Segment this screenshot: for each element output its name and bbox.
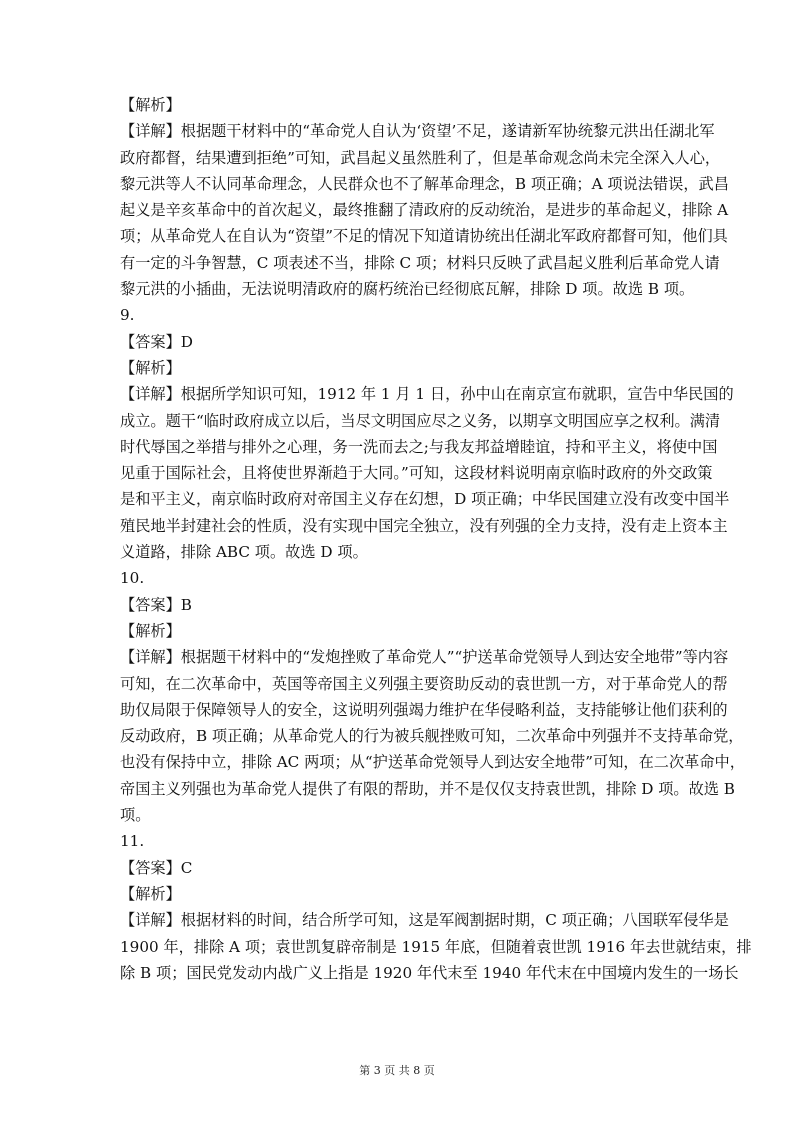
text-block — [120, 855, 680, 881]
text-line: 【详解】根据题干材料中的“发炮挫败了革命党人”“护送革命党领导人到达安全地带”等内容 — [120, 648, 729, 667]
text-block — [120, 381, 734, 565]
text-line: 【解析】 — [120, 358, 181, 377]
text-block — [120, 302, 680, 328]
text-block — [120, 92, 680, 118]
text-line: 除 B 项；国民党发动内战广义上指是 1920 年代末至 1940 年代末在中国境内发生的一场长 — [120, 963, 739, 982]
text-line: 11. — [120, 832, 145, 851]
text-line: 义道路，排除 ABC 项。故选 D 项。 — [120, 543, 368, 562]
text-line: 有一定的斗争智慧，C 项表述不当，排除 C 项；材料只反映了武昌起义胜利后革命党人请 — [120, 253, 720, 272]
text-block — [120, 907, 752, 986]
page-footer: 第 3 页 共 8 页 — [359, 1064, 435, 1077]
text-line: 10. — [120, 569, 145, 588]
text-block — [120, 618, 680, 644]
text-line: 【解析】 — [120, 621, 181, 640]
text-line: 是和平主义，南京临时政府对帝国主义存在幻想，D 项正确；中华民国建立没有改变中国半 — [120, 490, 730, 509]
text-line: 【答案】B — [120, 595, 192, 614]
text-line: 黎元洪等人不认同革命理念，人民群众也不了解革命理念，B 项正确；A 项说法错误，武昌 — [120, 174, 729, 193]
text-line: 9. — [120, 306, 135, 325]
text-line: 黎元洪的小插曲，无法说明清政府的腐朽统治已经彻底瓦解，排除 D 项。故选 B 项。 — [120, 280, 695, 299]
text-line: 【详解】根据题干材料中的“革命党人自认为‘资望’不足，遂请新军协统黎元洪出任湖北军 — [120, 122, 715, 141]
text-block — [120, 565, 680, 591]
text-line: 【解析】 — [120, 884, 181, 903]
text-line: 帝国主义列强也为革命党人提供了有限的帮助，并不是仅仅支持袁世凯，排除 D 项。故选 B — [120, 779, 735, 798]
text-line: 可知，在二次革命中，英国等帝国主义列强主要资助反动的袁世凯一方，对于革命党人的帮 — [120, 674, 728, 693]
text-line: 也没有保持中立，排除 AC 两项；从“护送革命党领导人到达安全地带”可知，在二次革命中， — [120, 753, 745, 772]
text-block — [120, 644, 745, 828]
text-line: 成立。题干“临时政府成立以后，当尽文明国应尽之义务，以期享文明国应享之权利。满清 — [120, 411, 721, 430]
text-line: 项；从革命党人在自认为“资望”不足的情况下知道请协统出任湖北军政府都督可知，他们具 — [120, 227, 728, 246]
text-line: 项。 — [120, 806, 151, 825]
text-line: 【答案】C — [120, 858, 193, 877]
page-body — [120, 92, 752, 986]
text-line: 助仅局限于保障领导人的安全，这说明列强竭力维护在华侵略利益，支持能够让他们获利的 — [120, 700, 728, 719]
text-line: 【解析】 — [120, 96, 181, 114]
text-block — [120, 592, 680, 618]
text-line: 时代辱国之举措与排外之心理，务一洗而去之;与我友邦益增睦谊，持和平主义，将使中国 — [120, 437, 718, 456]
text-line: 政府都督，结果遭到拒绝”可知，武昌起义虽然胜利了，但是革命观念尚未完全深入人心， — [120, 148, 721, 167]
text-line: 殖民地半封建社会的性质，没有实现中国完全独立，没有列强的全力支持，没有走上资本主 — [120, 516, 728, 535]
text-line: 见重于国际社会，且将使世界渐趋于大同。”可知，这段材料说明南京临时政府的外交政策 — [120, 464, 713, 483]
text-block — [120, 355, 680, 381]
text-line: 反动政府，B 项正确；从革命党人的行为被兵舰挫败可知，二次革命中列强并不支持革命党， — [120, 727, 744, 746]
text-line: 1900 年，排除 A 项；袁世凯复辟帝制是 1915 年底，但随着袁世凯 1916 年去世就结束，排 — [120, 937, 752, 956]
text-block — [120, 881, 680, 907]
text-block — [120, 329, 680, 355]
text-line: 【详解】根据所学知识可知，1912 年 1 月 1 日，孙中山在南京宣布就职，宣告中华民国的 — [120, 385, 734, 404]
text-line: 起义是辛亥革命中的首次起义，最终推翻了清政府的反动统治，是进步的革命起义，排除 A — [120, 201, 729, 220]
text-block — [120, 828, 680, 854]
text-block — [120, 118, 729, 302]
text-line: 【答案】D — [120, 332, 193, 351]
text-line: 【详解】根据材料的时间，结合所学可知，这是军阀割据时期，C 项正确；八国联军侵华是 — [120, 911, 729, 930]
